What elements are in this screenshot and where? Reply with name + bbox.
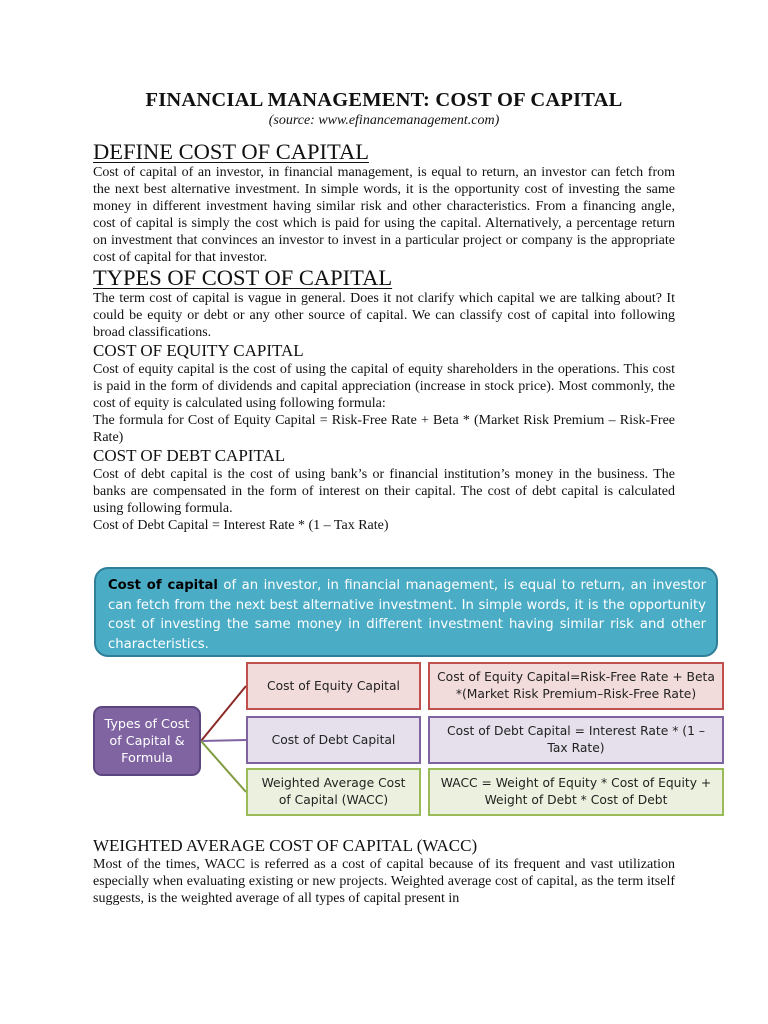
wacc-formula-box: WACC = Weight of Equity * Cost of Equity + Weight of Debt * Cost of Debt (428, 768, 724, 816)
equity-formula-box: Cost of Equity Capital=Risk-Free Rate + Beta *(Market Risk Premium–Risk-Free Rate) (428, 662, 724, 710)
equity-label-box: Cost of Equity Capital (246, 662, 421, 710)
connector-equity (201, 686, 246, 741)
document-source: (source: www.efinancemanagement.com) (268, 113, 500, 128)
types-heading: TYPES OF COST OF CAPITAL (93, 265, 393, 290)
debt-paragraph: Cost of debt capital is the cost of using bank’s or financial institution’s money in the business. The banks are compensated in the form of interest on their capital. The cost of debt capital is calculated using following formula. (93, 467, 675, 516)
debt-formula: Cost of Debt Capital = Interest Rate * (1 – Tax Rate) (93, 518, 389, 533)
debt-heading: COST OF DEBT CAPITAL (93, 446, 286, 465)
connector-debt (201, 740, 246, 741)
equity-paragraph: Cost of equity capital is the cost of using the capital of equity shareholders in the operations. This cost is paid in the form of dividends and capital appreciation (increase in stock price). Most commonly, the cost of equity is calculated using following formula: (93, 362, 675, 411)
equity-heading: COST OF EQUITY CAPITAL (93, 341, 304, 360)
callout-text: of an investor, in financial management, is equal to return, an investor can fetch from the next best alternative investment. In simple words, it is the opportunity cost of investing the same money in different investment having similar risk and other characteristics. (108, 578, 706, 652)
callout-bold-term: Cost of capital (108, 578, 218, 593)
document-title: FINANCIAL MANAGEMENT: COST OF CAPITAL (145, 89, 623, 111)
equity-formula: The formula for Cost of Equity Capital = Risk-Free Rate + Beta * (Market Risk Premium – Risk-Free Rate) (93, 413, 675, 445)
define-paragraph: Cost of capital of an investor, in financial management, is equal to return, an investor can fetch from the next best alternative investment. In simple words, it is the opportunity cost of investing the same money in different investment having similar risk and other characteristics. From a financing angle, cost of capital is simply the cost which is paid for using the capital. Alternatively, a percentage return on investment that convinces an investor to invest in a particular project or company is the appropriate cost of capital for that investor. (93, 165, 675, 265)
wacc-paragraph: Most of the times, WACC is referred as a cost of capital because of its frequent and vast utilization especially when evaluating existing or new projects. Weighted average cost of capital, as the term itself suggests, is the weighted average of all types of capital present in (93, 857, 675, 906)
define-heading: DEFINE COST OF CAPITAL (93, 139, 369, 164)
connector-wacc (201, 741, 246, 792)
types-paragraph: The term cost of capital is vague in general. Does it not clarify which capital we are talking about? It could be equity or debt or any other source of capital. We can classify cost of capital into following broad classifications. (93, 291, 675, 340)
wacc-heading: WEIGHTED AVERAGE COST OF CAPITAL (WACC) (93, 836, 478, 855)
wacc-label-box: Weighted Average Cost of Capital (WACC) (246, 768, 421, 816)
wacc-section (93, 836, 675, 907)
debt-label-box: Cost of Debt Capital (246, 716, 421, 764)
types-root-box: Types of Cost of Capital & Formula (93, 706, 201, 776)
debt-formula-box: Cost of Debt Capital = Interest Rate * (1 – Tax Rate) (428, 716, 724, 764)
definition-callout (94, 567, 718, 657)
